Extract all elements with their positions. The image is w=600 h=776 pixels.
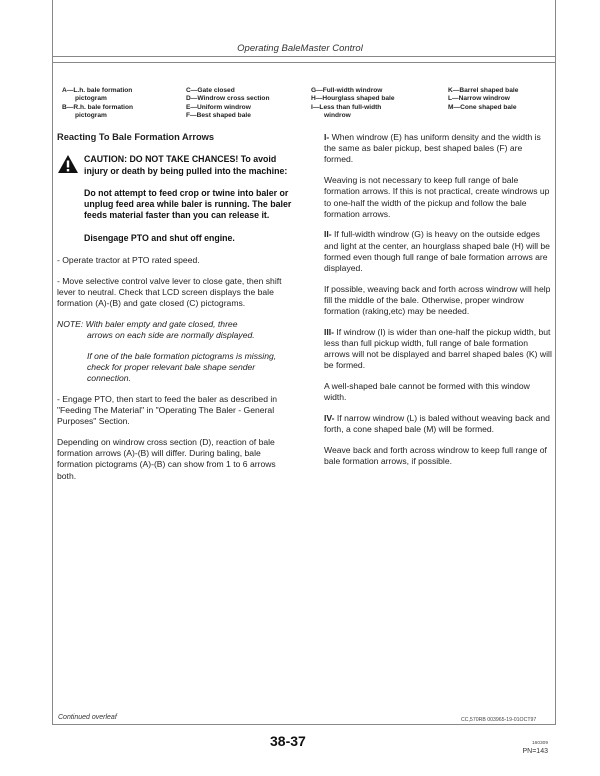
well-shaped-paragraph: A well-shaped bale cannot be formed with this window width.: [324, 381, 530, 403]
case-i-paragraph: [324, 132, 552, 166]
legend-item-m: M—Cone shaped bale: [448, 103, 517, 111]
page-border-right: [555, 0, 556, 724]
footer-rule: [52, 724, 556, 725]
paragraph-operate-pto: - Operate tractor at PTO rated speed.: [57, 254, 200, 265]
page-number: 38-37: [270, 733, 306, 749]
reference-code: CC,570RB 003965-19-01OCT97: [461, 717, 537, 723]
weaving-paragraph: Weaving is not necessary to keep full range of bale formation arrows. If this is not practical, create windrows up to one-half the width of the pickup and follow the bale formation arrows.: [324, 175, 550, 219]
case-ii-paragraph: [324, 229, 552, 274]
left-column: [57, 132, 297, 491]
note-text-2: If one of the bale formation pictograms is missing, check for proper relevant bale shape sender connection.: [87, 350, 277, 384]
caution-block: [57, 154, 297, 244]
legend-item-i-cont: windrow: [324, 112, 351, 120]
legend-column-3: [311, 87, 436, 121]
weave-back-paragraph: Weave back and forth across windrow to keep full range of bale formation arrows, if possible.: [324, 444, 547, 467]
case-iv-paragraph: [324, 413, 552, 435]
legend-item-a: A—L.h. bale formation: [62, 87, 133, 94]
case-ii-text: If full-width windrow (G) is heavy on the outside edges and light at the center, an hourglass shaped bale (H) will be formed even though full range of bale formation arrows are displayed.: [324, 229, 550, 274]
continued-overleaf: Continued overleaf: [58, 714, 117, 721]
note-label: NOTE:: [57, 318, 84, 329]
legend-item-e: E—Uniform windrow: [186, 103, 251, 111]
legend-item-a-cont: pictogram: [75, 95, 107, 103]
case-ii-label: II-: [324, 229, 332, 240]
paragraph-close-gate: - Move selective control valve lever to close gate, then shift lever to neutral. Check that LCD screen displays the bale formation (A)-(B) and gate closed (C) pictograms.: [57, 275, 282, 309]
caution-text-1: CAUTION: DO NOT TAKE CHANCES! To avoid injury or death by being pulled into the machine:: [84, 154, 288, 176]
warning-triangle-icon: [57, 154, 79, 174]
caution-text-3: Disengage PTO and shut off engine.: [84, 232, 235, 243]
section-heading: Reacting To Bale Formation Arrows: [57, 132, 215, 142]
legend-item-k: K—Barrel shaped bale: [448, 87, 519, 94]
paragraph-engage-pto: - Engage PTO, then start to feed the baler as described in "Feeding The Material" in "Operating The Baler - General Purposes" Section.: [57, 393, 278, 427]
content-top-rule: [52, 62, 556, 63]
legend-item-h: H—Hourglass shaped bale: [311, 95, 395, 103]
note-text-1-rest: arrows on each side are normally displayed.: [87, 330, 255, 340]
case-i-label: I-: [324, 132, 330, 142]
page-header-title: Operating BaleMaster Control: [237, 43, 363, 54]
case-i-text: When windrow (E) has uniform density and the width is the same as baler pickup, best shaped bales (F) are formed.: [324, 132, 541, 165]
case-iii-text: If windrow (I) is wider than one-half the pickup width, but less than full pickup width, full range of bale formation arrows will not be displayed and barrel shaped bales (K) will be formed.: [324, 326, 552, 371]
paragraph-windrow-reaction: Depending on windrow cross section (D), reaction of bale formation arrows (A)-(B) will differ. During baling, bale formation pictograms (A)-(B) can show from 1 to 6 arrows both.: [57, 436, 276, 481]
legend-item-g: G—Full-width windrow: [311, 87, 383, 94]
legend-item-f: F—Best shaped bale: [186, 112, 251, 120]
legend-item-c: C—Gate closed: [186, 87, 235, 94]
legend-item-b-cont: pictogram: [75, 112, 107, 120]
legend-item-b: B—R.h. bale formation: [62, 103, 134, 111]
legend-item-l: L—Narrow windrow: [448, 95, 510, 103]
right-column: [324, 132, 552, 477]
page-border-left: [52, 0, 53, 724]
legend-column-2: [186, 87, 306, 121]
case-iv-label: IV-: [324, 413, 335, 424]
legend-item-d: D—Windrow cross section: [186, 95, 270, 103]
legend-column-4: [448, 87, 554, 112]
print-code: 160309: [531, 741, 548, 746]
weaving-help-paragraph: If possible, weaving back and forth across windrow will help fill the middle of the bale. Otherwise, proper windrow formation (raking,etc) may be needed.: [324, 283, 551, 317]
caution-text-2: Do not attempt to feed crop or twine into baler or unplug feed area while baler is running. The baler feeds material faster than you can release it.: [84, 187, 292, 221]
case-iv-text: If narrow windrow (L) is baled without weaving back and forth, a cone shaped bale (M) will be formed.: [324, 413, 550, 435]
note-line-1: [57, 319, 297, 330]
case-iii-label: III-: [324, 326, 335, 337]
legend-item-i: I—Less than full-width: [311, 103, 382, 111]
header-rule: [52, 56, 556, 57]
legend-column-1: [62, 87, 178, 121]
note-text-1-first: With baler empty and gate closed, three: [85, 318, 238, 329]
pn-number: PN=143: [522, 748, 548, 755]
note-block: [57, 319, 297, 385]
case-iii-paragraph: [324, 327, 552, 372]
